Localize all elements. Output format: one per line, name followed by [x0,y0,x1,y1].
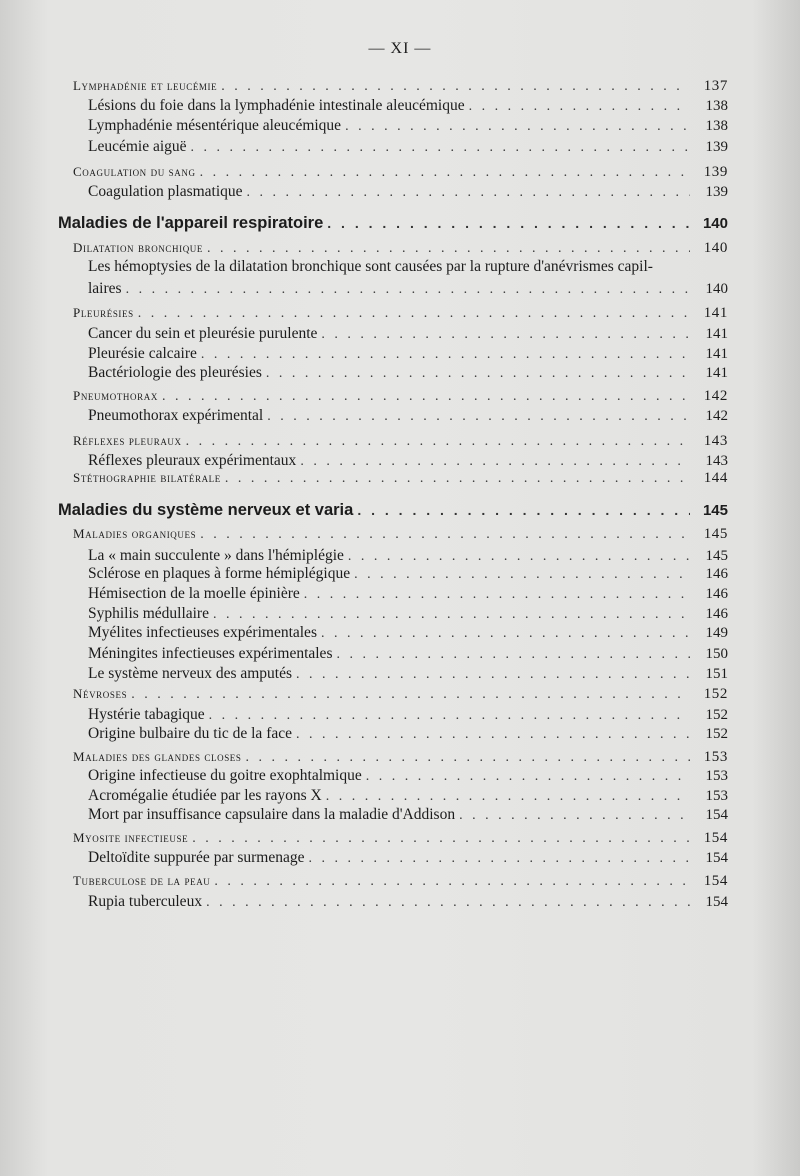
page-number: 145 [703,526,728,542]
dot-leader [296,667,690,683]
dot-leader [200,527,690,543]
category-entry [0,873,800,895]
category-entry [0,686,800,708]
toc-entry [0,364,800,386]
category-entry [0,305,800,327]
dot-leader [138,306,690,322]
entry-label: Myosite infectieuse [73,830,189,845]
page-number: 139 [705,139,728,155]
toc-entry [0,258,800,280]
dot-leader [201,347,690,363]
dot-leader [309,851,691,867]
dot-leader [327,215,690,231]
dot-leader [221,79,690,95]
page-number: 140 [703,240,728,256]
category-entry [0,470,800,492]
toc-entry [0,767,800,789]
dot-leader [296,727,690,743]
dot-leader [247,185,690,201]
page-number: 142 [703,388,728,404]
entry-label: Névroses [73,686,128,701]
page-number: 151 [705,666,728,682]
dot-leader [459,808,690,824]
page-number: 141 [703,305,728,321]
page-number: 154 [703,830,728,846]
dot-leader [206,895,690,911]
dot-leader [354,567,690,583]
entry-label: Pneumothorax expérimental [88,407,264,424]
page-number: 139 [703,164,728,180]
page-number: 152 [703,686,728,702]
toc-entry [0,645,800,667]
page-number: 152 [705,726,728,742]
toc-entry [0,97,800,119]
dot-leader [225,471,690,487]
dot-leader [345,119,690,135]
entry-label: Lymphadénie mésentérique aleucémique [88,117,342,134]
page-number: 154 [705,850,728,866]
entry-label: Sclérose en plaques à forme hémiplégique [88,565,351,582]
dot-leader [336,647,690,663]
dot-leader [246,750,690,766]
dot-leader [186,434,690,450]
entry-label: Acromégalie étudiée par les rayons X [88,787,322,804]
entry-label: Coagulation du sang [73,164,196,179]
entry-label: Tuberculose de la peau [73,873,211,888]
page-number: 138 [705,98,728,114]
page-number: 154 [703,873,728,889]
dot-leader [366,769,690,785]
entry-label: Rupia tuberculeux [88,893,203,910]
entry-label: Les hémoptysies de la dilatation bronchique sont causées par la rupture d'anévrismes capil- [88,258,653,275]
entry-label: Cancer du sein et pleurésie purulente [88,325,318,342]
toc-entry [0,665,800,687]
entry-label: Pleurésie calcaire [88,345,197,362]
page-number: 141 [705,365,728,381]
dot-leader [469,99,690,115]
dot-leader [321,626,690,642]
toc-entry [0,806,800,828]
entry-label: Pneumothorax [73,388,158,403]
dot-leader [321,327,690,343]
dot-leader [126,282,690,298]
entry-label: Syphilis médullaire [88,605,209,622]
page-number: 141 [705,346,728,362]
page-number: 138 [705,118,728,134]
page-number: 140 [705,281,728,297]
toc-entry [0,325,800,347]
entry-label: Mort par insuffisance capsulaire dans la maladie d'Addison [88,806,456,823]
page-number: 154 [705,894,728,910]
dot-leader [207,241,690,257]
entry-label: Bactériologie des pleurésies [88,364,262,381]
page-number: 143 [703,433,728,449]
section-heading [0,214,800,236]
page-number: 143 [705,453,728,469]
entry-label: Origine infectieuse du goitre exophtalmique [88,767,362,784]
toc-entry [0,407,800,429]
entry-label: Lésions du foie dans la lymphadénie intestinale aleucémique [88,97,465,114]
dot-leader [191,140,690,156]
page-number: 146 [705,586,728,602]
category-entry [0,526,800,548]
entry-label: Hystérie tabagique [88,706,205,723]
entry-label: Dilatation bronchique [73,240,204,255]
dot-leader [348,549,690,565]
page-number: 137 [703,78,728,94]
toc-entry [0,585,800,607]
entry-label: Maladies de l'appareil respiratoire [58,214,324,232]
page-number: 146 [705,566,728,582]
dot-leader [214,874,690,890]
page-number: 139 [705,184,728,200]
dot-leader [200,165,690,181]
page-number: 146 [705,606,728,622]
toc-entry [0,565,800,587]
toc-entry [0,624,800,646]
page-number: 144 [703,470,728,486]
page-number: 153 [703,749,728,765]
toc-entry [0,725,800,747]
entry-label: Le système nerveux des amputés [88,665,293,682]
entry-label: Réflexes pleuraux [73,433,182,448]
toc-entry [0,893,800,915]
dot-leader [304,587,690,603]
entry-label: Réflexes pleuraux expérimentaux [88,452,297,469]
entry-label: La « main succulente » dans l'hémiplégie [88,547,344,564]
page-number: 152 [705,707,728,723]
page-number: 150 [705,646,728,662]
entry-label: Hémisection de la moelle épinière [88,585,300,602]
entry-label: Maladies du système nerveux et varia [58,501,354,519]
section-heading [0,501,800,523]
toc-entry [0,849,800,871]
entry-label: Stéthographie bilatérale [73,470,221,485]
page-number: 153 [705,768,728,784]
entry-label: Lymphadénie et leucémie [73,78,218,93]
dot-leader [209,708,690,724]
dot-leader [267,409,690,425]
page-number: 154 [705,807,728,823]
entry-label: laires [88,280,122,297]
entry-label: Deltoïdite suppurée par surmenage [88,849,305,866]
dot-leader [300,454,690,470]
entry-label: Origine bulbaire du tic de la face [88,725,292,742]
toc-entry [0,138,800,160]
toc-entry [0,117,800,139]
dot-leader [192,831,690,847]
page-number: 140 [702,215,728,232]
page-number: 153 [705,788,728,804]
page-number: 141 [705,326,728,342]
entry-label: Maladies des glandes closes [73,749,242,764]
toc-entry [0,280,800,302]
entry-label: Coagulation plasmatique [88,183,243,200]
dot-leader [357,502,690,518]
entry-label: Méningites infectieuses expérimentales [88,645,333,662]
page-number: 145 [705,548,728,564]
dot-leader [131,687,690,703]
entry-label: Pleurésies [73,305,134,320]
dot-leader [266,366,690,382]
entry-label: Myélites infectieuses expérimentales [88,624,317,641]
entry-label: Maladies organiques [73,526,197,541]
entry-label: Leucémie aiguë [88,138,187,155]
page-number: 149 [705,625,728,641]
dot-leader [326,789,690,805]
dot-leader [162,389,690,405]
page-number: 142 [705,408,728,424]
toc-entry [0,183,800,205]
page-number-header: — XI — [368,40,432,57]
page-number: 145 [702,502,728,519]
dot-leader [213,607,690,623]
